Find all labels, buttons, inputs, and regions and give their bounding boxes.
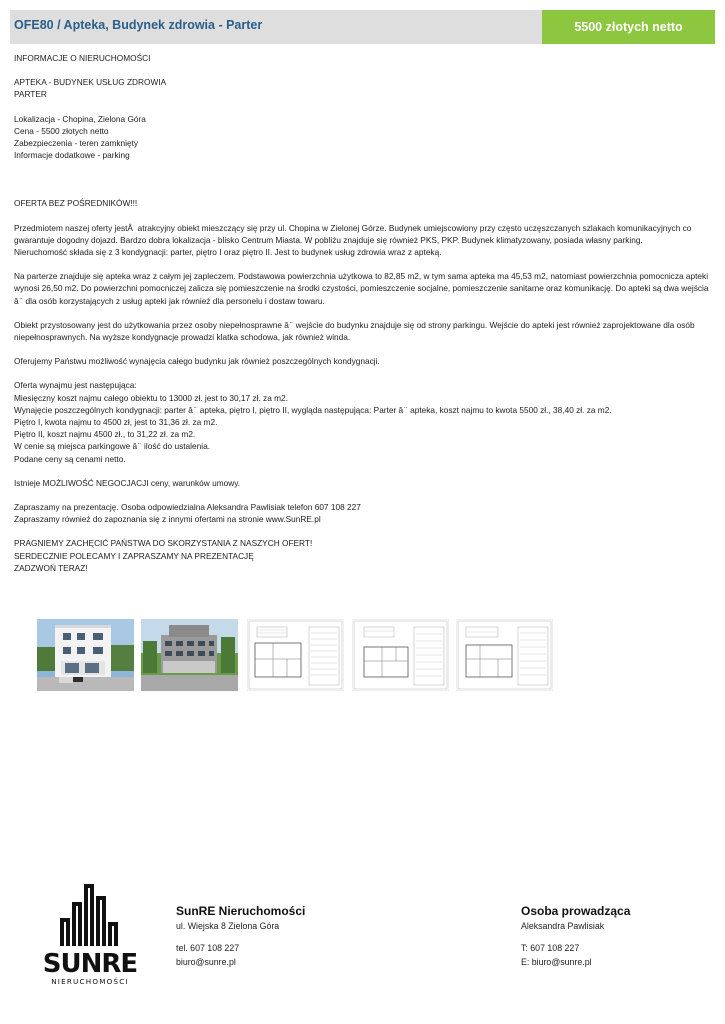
building-photo-icon bbox=[141, 619, 238, 691]
agent-heading: Osoba prowadząca bbox=[521, 904, 631, 918]
listing-price: 5500 złotych netto bbox=[542, 10, 715, 44]
svg-text:SUNRE: SUNRE bbox=[42, 949, 138, 979]
property-type: APTEKA - BUDYNEK USŁUG ZDROWIA PARTER bbox=[14, 77, 167, 100]
sunre-logo-icon bbox=[40, 880, 140, 988]
spacer bbox=[14, 173, 712, 197]
property-details: Lokalizacja - Chopina, Zielona Góra Cena - 5500 złotych netto Zabezpieczenia - teren zamknięty Informacje dodatkowe - parking bbox=[14, 113, 146, 161]
floor-plan-icon bbox=[247, 619, 344, 691]
company-contact bbox=[176, 904, 305, 970]
agent-contact bbox=[521, 904, 630, 970]
gallery-photo-building-1[interactable] bbox=[37, 619, 134, 691]
rental-terms: Oferta wynajmu jest następująca: Miesięczny koszt najmu całego obiektu to 13000 zł. jest to 30,17 zł. za m2. Wynajęcie poszczególnych kondygnacji: parter â ̈ apteka, piętro I, piętro II, wygląda następująca: Parter â ̈ apteka, koszt najmu to kwota 5500 zł., 38,40 zł. za m2. Piętro I, kwota najmu to 4500 zł, jest to 31,36 zł. za m2. Piętro II, koszt najmu 4500 zł., to 31,22 zł. za m2. W cenie są miejsca parkingowe â ̈ ilość do ustalenia. Podane ceny są cenami netto. bbox=[14, 380, 612, 464]
gallery-photo-building-2[interactable] bbox=[141, 619, 238, 691]
floor-plan-icon bbox=[456, 619, 553, 691]
floor-plan-icon bbox=[352, 619, 449, 691]
listing-title: OFE80 / Apteka, Budynek zdrowia - Parter bbox=[14, 18, 263, 32]
listing-header bbox=[10, 10, 715, 44]
company-name: SunRE Nieruchomości bbox=[176, 904, 306, 918]
building-photo-icon bbox=[37, 619, 134, 691]
agent-email[interactable]: E: biuro@sunre.pl bbox=[521, 957, 592, 968]
svg-text:NIERUCHOMOŚCI: NIERUCHOMOŚCI bbox=[51, 977, 129, 986]
gallery-floor-plan-3[interactable] bbox=[456, 619, 553, 691]
description-paragraph: Oferujemy Państwu możliwość wynajęcia całego budynku jak również poszczególnych kondygnacji. bbox=[14, 356, 380, 367]
sunre-logo bbox=[40, 880, 140, 988]
description-paragraph: Na parterze znajduje się apteka wraz z całym jej zapleczem. Podstawowa powierzchnia użytkowa to 82,85 m2, w tym sama apteka ma 45,53 m2, natomiast powierzchnia pomocnicza apteki wynosi 26,50 m2. Do powierzchni pomocniczej zalicza się pomieszczenie na środki czystości, pomieszczenie socjalne, pomieszczenie sanitarne oraz komunikację. Do apteki są dwa wejścia â ̈ dla osób korzystających z usług apteki jak również dla personelu i dostaw towaru. bbox=[14, 271, 711, 306]
company-address: ul. Wiejska 8 Zielona Góra bbox=[176, 921, 280, 931]
contact-invitation: Zapraszamy na prezentację. Osoba odpowiedzialna Aleksandra Pawlisiak telefon 607 108 227 Zapraszamy również do zapoznania się z innymi ofertami na stronie www.SunRE.pl bbox=[14, 502, 361, 525]
gallery-floor-plan-1[interactable] bbox=[247, 619, 344, 691]
gallery-floor-plan-2[interactable] bbox=[352, 619, 449, 691]
listing-description bbox=[14, 52, 712, 574]
call-to-action: PRAGNIEMY ZACHĘCIĆ PAŃSTWA DO SKORZYSTANIA Z NASZYCH OFERT! SERDECZNIE POLECAMY I ZAPRASZAMY NA PREZENTACJĘ ZADZWOŃ TERAZ! bbox=[14, 538, 313, 573]
agent-name: Aleksandra Pawlisiak bbox=[521, 921, 605, 931]
description-paragraph: Przedmiotem naszej oferty jestÂ atrakcyjny obiekt mieszczący się przy ul. Chopina w Zielonej Górze. Budynek umiejscowiony przy często uczęszczanych szlakach komunikacyjnych co gwarantuje dogodny dojazd. Bardzo dobra lokalizacja - blisko Centrum Miasta. W pobliżu znajduje się również PKS, PKP. Budynek klimatyzowany, posiada własny parking. Nieruchomość składa się z 3 kondygnacji: parter, piętro I oraz piętro II. Jest to budynek usług zdrowia wraz z apteką. bbox=[14, 222, 692, 258]
agent-phone[interactable]: T: 607 108 227 bbox=[521, 942, 580, 953]
offer-note: OFERTA BEZ POŚREDNIKÓW!!! bbox=[14, 198, 138, 209]
company-email[interactable]: biuro@sunre.pl bbox=[176, 957, 236, 968]
description-paragraph: Obiekt przystosowany jest do użytkowania przez osoby niepełnosprawne â ̈ wejście do budynku znajduje się od strony parkingu. Wejście do apteki jest również zaprojektowane dla osób niepełnosprawnych. Na wyższe kondygnacje prowadzi klatka schodowa, jak również winda. bbox=[14, 319, 697, 343]
negotiation-note: Istnieje MOŻLIWOŚĆ NEGOCJACJI ceny, warunków umowy. bbox=[14, 477, 241, 488]
company-phone[interactable]: tel. 607 108 227 bbox=[176, 942, 240, 953]
section-heading: INFORMACJE O NIERUCHOMOŚCI bbox=[14, 53, 151, 63]
